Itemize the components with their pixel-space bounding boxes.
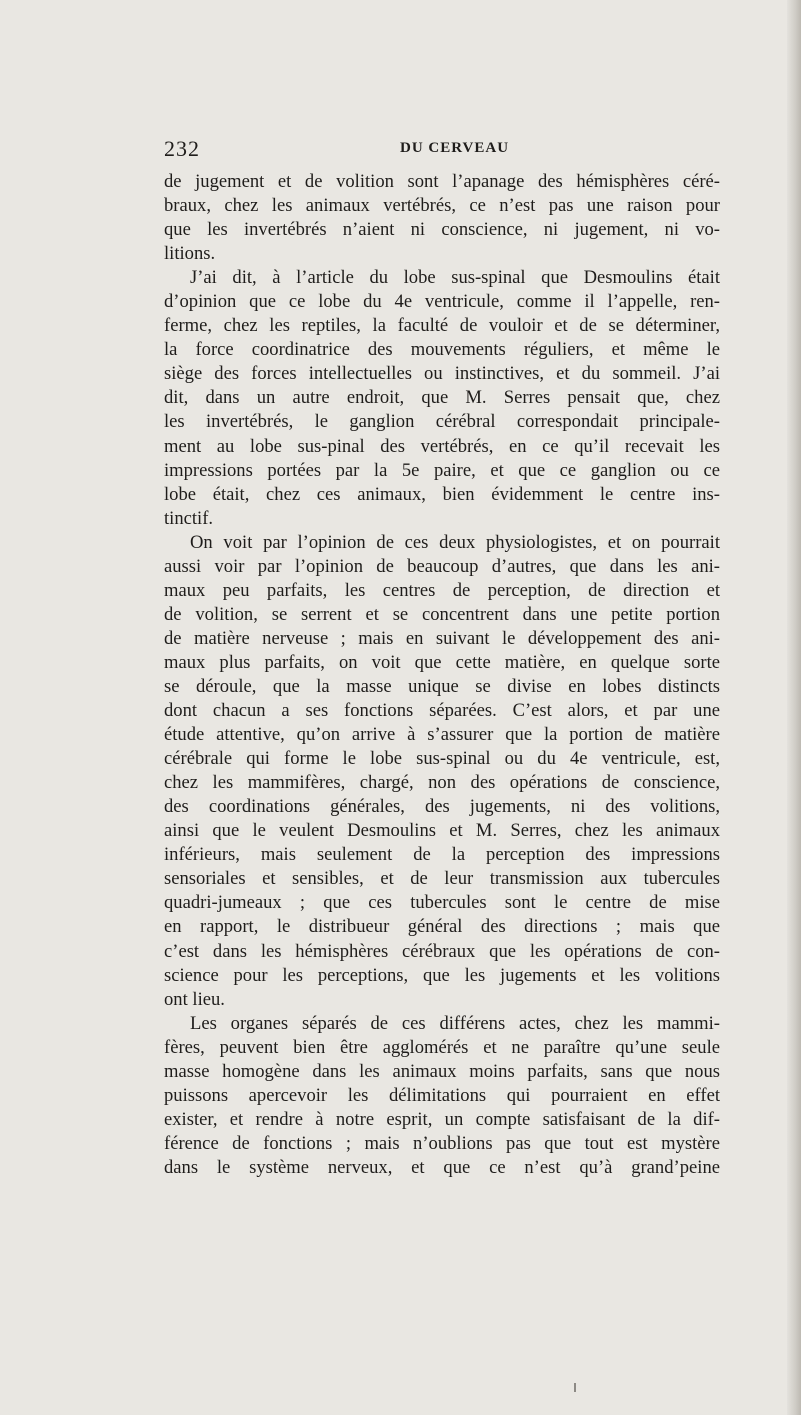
text-line: masse homogène dans les animaux moins parfaits, sans que nous: [164, 1060, 720, 1082]
text-line: les invertébrés, le ganglion cérébral correspondait principale-: [164, 411, 720, 433]
text-line: maux plus parfaits, on voit que cette matière, en quelque sorte: [164, 651, 720, 673]
text-line: des coordinations générales, des jugements, ni des volitions,: [164, 796, 720, 818]
text-line: Les organes séparés de ces différens actes, chez les mammi-: [190, 1012, 720, 1034]
text-line: de matière nerveuse ; mais en suivant le développement des ani-: [164, 627, 720, 649]
text-line: puissons apercevoir les délimitations qui pourraient en effet: [164, 1084, 720, 1106]
text-line: en rapport, le distribueur général des directions ; mais que: [164, 916, 720, 938]
text-line: tinctif.: [164, 507, 214, 529]
text-line: ainsi que le veulent Desmoulins et M. Serres, chez les animaux: [164, 820, 720, 842]
text-line: On voit par l’opinion de ces deux physiologistes, et on pourrait: [190, 531, 720, 553]
text-line: litions.: [164, 243, 216, 265]
text-line: férence de fonctions ; mais n’oublions pas que tout est mystère: [164, 1132, 720, 1154]
text-line: inférieurs, mais seulement de la perception des impressions: [164, 844, 720, 866]
text-line: c’est dans les hémisphères cérébraux que les opérations de con-: [164, 940, 720, 962]
page-number: 232: [164, 136, 200, 161]
text-line: ment au lobe sus-pinal des vertébrés, en ce qu’il recevait les: [164, 435, 720, 457]
text-line: d’opinion que ce lobe du 4e ventricule, comme il l’appelle, ren-: [164, 291, 720, 313]
text-line: J’ai dit, à l’article du lobe sus-spinal que Desmoulins était: [190, 267, 720, 289]
text-line: sensoriales et sensibles, et de leur transmission aux tubercules: [164, 868, 720, 890]
text-line: que les invertébrés n’aient ni conscience, ni jugement, ni vo-: [164, 219, 720, 241]
text-line: aussi voir par l’opinion de beaucoup d’autres, que dans les ani-: [164, 555, 720, 577]
text-line: science pour les perceptions, que les jugements et les volitions: [164, 964, 720, 986]
text-line: exister, et rendre à notre esprit, un compte satisfaisant de la dif-: [164, 1108, 720, 1130]
text-line: fères, peuvent bien être agglomérés et ne paraître qu’une seule: [164, 1036, 720, 1058]
page-header: [164, 136, 724, 166]
page-edge-shadow: [787, 0, 801, 1415]
text-line: ont lieu.: [164, 988, 225, 1010]
page-speck: [574, 1383, 576, 1392]
text-line: impressions portées par la 5e paire, et que ce ganglion ou ce: [164, 459, 720, 481]
text-line: étude attentive, qu’on arrive à s’assurer que la portion de matière: [164, 724, 720, 746]
text-line: maux peu parfaits, les centres de perception, de direction et: [164, 579, 720, 601]
running-head: DU CERVEAU: [400, 140, 510, 156]
text-line: la force coordinatrice des mouvements réguliers, et même le: [164, 339, 720, 361]
text-line: siège des forces intellectuelles ou instinctives, et du sommeil. J’ai: [164, 363, 720, 385]
body-text: [164, 170, 720, 1180]
text-line: dit, dans un autre endroit, que M. Serres pensait que, chez: [164, 387, 720, 409]
text-line: chez les mammifères, chargé, non des opérations de conscience,: [164, 772, 720, 794]
text-line: quadri-jumeaux ; que ces tubercules sont le centre de mise: [164, 892, 720, 914]
text-line: braux, chez les animaux vertébrés, ce n’est pas une raison pour: [164, 195, 720, 217]
text-line: de volition, se serrent et se concentrent dans une petite portion: [164, 603, 720, 625]
text-line: cérébrale qui forme le lobe sus-spinal ou du 4e ventricule, est,: [164, 748, 720, 770]
text-line: se déroule, que la masse unique se divise en lobes distincts: [164, 675, 720, 697]
text-line: dont chacun a ses fonctions séparées. C’est alors, et par une: [164, 700, 720, 722]
text-line: lobe était, chez ces animaux, bien évidemment le centre ins-: [164, 483, 720, 505]
text-line: dans le système nerveux, et que ce n’est qu’à grand’peine: [164, 1156, 720, 1178]
text-line: ferme, chez les reptiles, la faculté de vouloir et de se déterminer,: [164, 315, 720, 337]
text-line: de jugement et de volition sont l’apanage des hémisphères céré-: [164, 171, 720, 192]
